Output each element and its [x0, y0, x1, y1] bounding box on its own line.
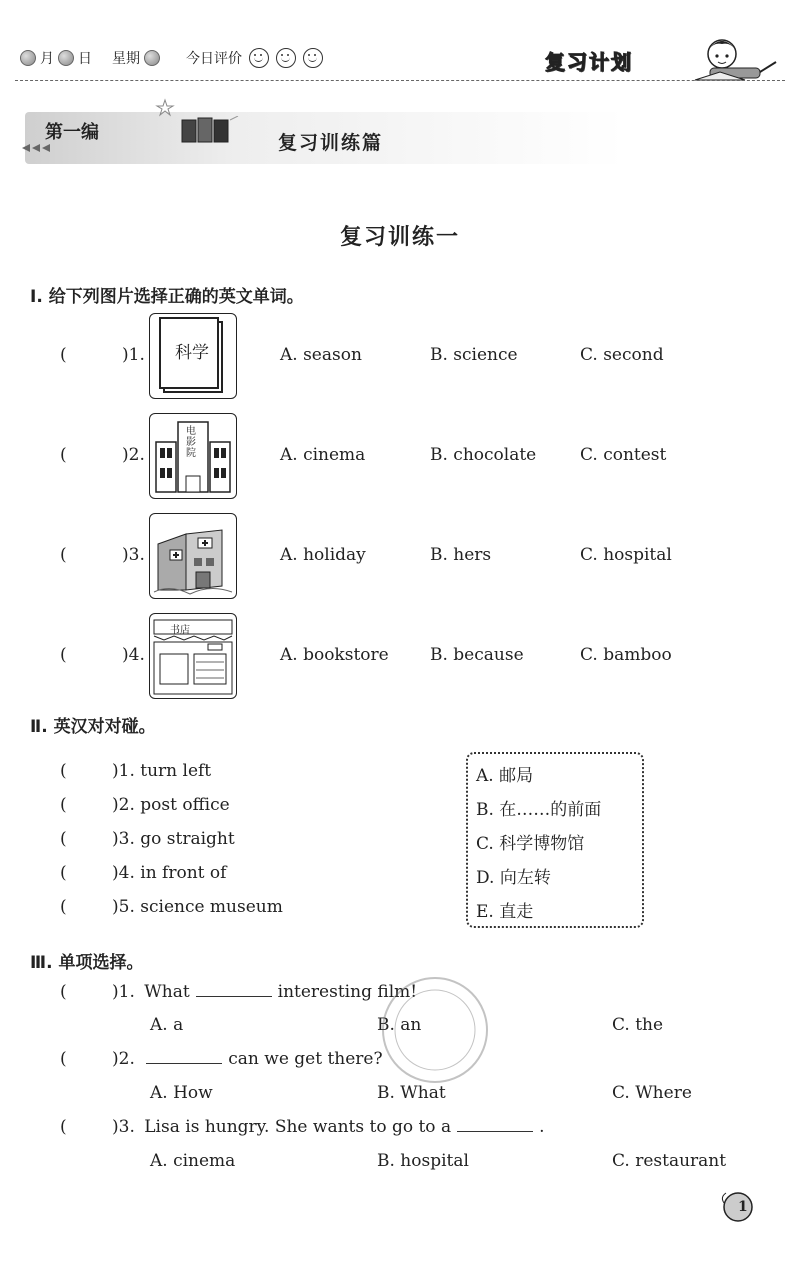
- answer-blank[interactable]: (: [60, 645, 67, 665]
- fill-blank[interactable]: [196, 995, 272, 997]
- option-a[interactable]: A. How: [150, 1083, 213, 1103]
- option-c[interactable]: C. contest: [580, 445, 667, 465]
- match-phrase: )2. post office: [112, 795, 230, 815]
- option-c[interactable]: C. Where: [612, 1083, 692, 1103]
- question-text-after: can we get there?: [228, 1049, 383, 1069]
- chinese-option: D. 向左转: [476, 868, 551, 888]
- section1-heading: Ⅰ. 给下列图片选择正确的英文单词。: [30, 287, 304, 307]
- answer-blank[interactable]: (: [60, 345, 67, 365]
- answer-blank[interactable]: (: [60, 829, 67, 849]
- smiley-face-icon[interactable]: [303, 48, 323, 68]
- girl-reading-icon: [690, 32, 780, 84]
- option-b[interactable]: B. because: [430, 645, 524, 665]
- fill-blank[interactable]: [146, 1062, 222, 1064]
- header-divider: [15, 80, 785, 81]
- question-text-after: interesting film!: [277, 982, 418, 1002]
- page-title: 复习训练一: [339, 225, 460, 250]
- answer-blank[interactable]: (: [60, 982, 67, 1002]
- mc-question: [60, 982, 417, 1002]
- hospital-picture: [149, 513, 237, 599]
- picture-label: 书店: [170, 625, 190, 636]
- answer-blank[interactable]: (: [60, 445, 67, 465]
- weekday-label: 星期: [112, 51, 140, 67]
- smiley-face-icon[interactable]: [276, 48, 296, 68]
- option-a[interactable]: A. cinema: [280, 445, 366, 465]
- date-rating-row: [20, 48, 323, 68]
- answer-blank[interactable]: (: [60, 545, 67, 565]
- question-number: )4.: [122, 645, 145, 665]
- books-icon: [180, 116, 240, 146]
- option-a[interactable]: A. a: [150, 1015, 184, 1035]
- question-row: [60, 345, 145, 365]
- part-label: 第一编: [45, 122, 99, 143]
- question-number: )1.: [122, 345, 145, 365]
- question-row: [60, 545, 145, 565]
- match-row: [60, 897, 283, 917]
- option-b[interactable]: B. What: [377, 1083, 446, 1103]
- fill-blank[interactable]: [457, 1130, 533, 1132]
- match-phrase: )4. in front of: [112, 863, 227, 883]
- page-number-badge-icon: [718, 1187, 754, 1223]
- question-text-after: .: [539, 1117, 545, 1137]
- watermark-seal-icon: [370, 970, 500, 1090]
- science-book-picture: [149, 313, 237, 399]
- chinese-option: A. 邮局: [476, 766, 534, 786]
- answer-blank[interactable]: (: [60, 1049, 67, 1069]
- match-row: [60, 761, 211, 781]
- question-number: )1.: [112, 982, 135, 1002]
- chinese-option: E. 直走: [476, 902, 534, 922]
- option-b[interactable]: B. chocolate: [430, 445, 537, 465]
- option-c[interactable]: C. the: [612, 1015, 664, 1035]
- question-number: )2.: [122, 445, 145, 465]
- mc-question: [60, 1117, 545, 1137]
- answer-blank[interactable]: (: [60, 897, 67, 917]
- option-c[interactable]: C. hospital: [580, 545, 672, 565]
- option-a[interactable]: A. holiday: [280, 545, 366, 565]
- question-text-before: What: [144, 982, 190, 1002]
- answer-blank[interactable]: (: [60, 863, 67, 883]
- cinema-picture: [149, 413, 237, 499]
- mc-question: [60, 1049, 383, 1069]
- section-label: 复习训练篇: [278, 132, 384, 154]
- chinese-option: C. 科学博物馆: [476, 834, 585, 854]
- option-c[interactable]: C. bamboo: [580, 645, 672, 665]
- option-b[interactable]: B. science: [430, 345, 518, 365]
- option-a[interactable]: A. season: [280, 345, 362, 365]
- question-number: )2.: [112, 1049, 135, 1069]
- match-phrase: )3. go straight: [112, 829, 235, 849]
- day-label: 日: [78, 51, 92, 67]
- match-row: [60, 829, 235, 849]
- match-row: [60, 795, 230, 815]
- month-label: 月: [40, 51, 54, 67]
- plan-title: 复习计划: [545, 50, 633, 74]
- option-a[interactable]: A. bookstore: [280, 645, 389, 665]
- option-a[interactable]: A. cinema: [150, 1151, 236, 1171]
- question-text-before: Lisa is hungry. She wants to go to a: [144, 1117, 452, 1137]
- answer-blank[interactable]: (: [60, 795, 67, 815]
- page-number: 1: [738, 1199, 748, 1215]
- question-row: [60, 445, 145, 465]
- day-circle[interactable]: [58, 50, 74, 66]
- option-b[interactable]: B. hospital: [377, 1151, 469, 1171]
- rating-label: 今日评价: [186, 51, 242, 67]
- option-b[interactable]: B. hers: [430, 545, 492, 565]
- question-row: [60, 645, 145, 665]
- section2-heading: Ⅱ. 英汉对对碰。: [30, 717, 156, 737]
- picture-label: 科学: [175, 343, 209, 363]
- question-number: )3.: [112, 1117, 135, 1137]
- option-b[interactable]: B. an: [377, 1015, 422, 1035]
- question-number: )3.: [122, 545, 145, 565]
- bookstore-picture: [149, 613, 237, 699]
- match-row: [60, 863, 226, 883]
- weekday-circle[interactable]: [144, 50, 160, 66]
- chinese-option: B. 在……的前面: [476, 800, 602, 820]
- picture-label: 电影院: [186, 426, 196, 459]
- answer-blank[interactable]: (: [60, 761, 67, 781]
- month-circle[interactable]: [20, 50, 36, 66]
- option-c[interactable]: C. second: [580, 345, 664, 365]
- smiley-face-icon[interactable]: [249, 48, 269, 68]
- star-icon: [155, 98, 185, 118]
- answer-blank[interactable]: (: [60, 1117, 67, 1137]
- match-phrase: )1. turn left: [112, 761, 212, 781]
- option-c[interactable]: C. restaurant: [612, 1151, 727, 1171]
- section3-heading: Ⅲ. 单项选择。: [30, 953, 144, 973]
- match-phrase: )5. science museum: [112, 897, 283, 917]
